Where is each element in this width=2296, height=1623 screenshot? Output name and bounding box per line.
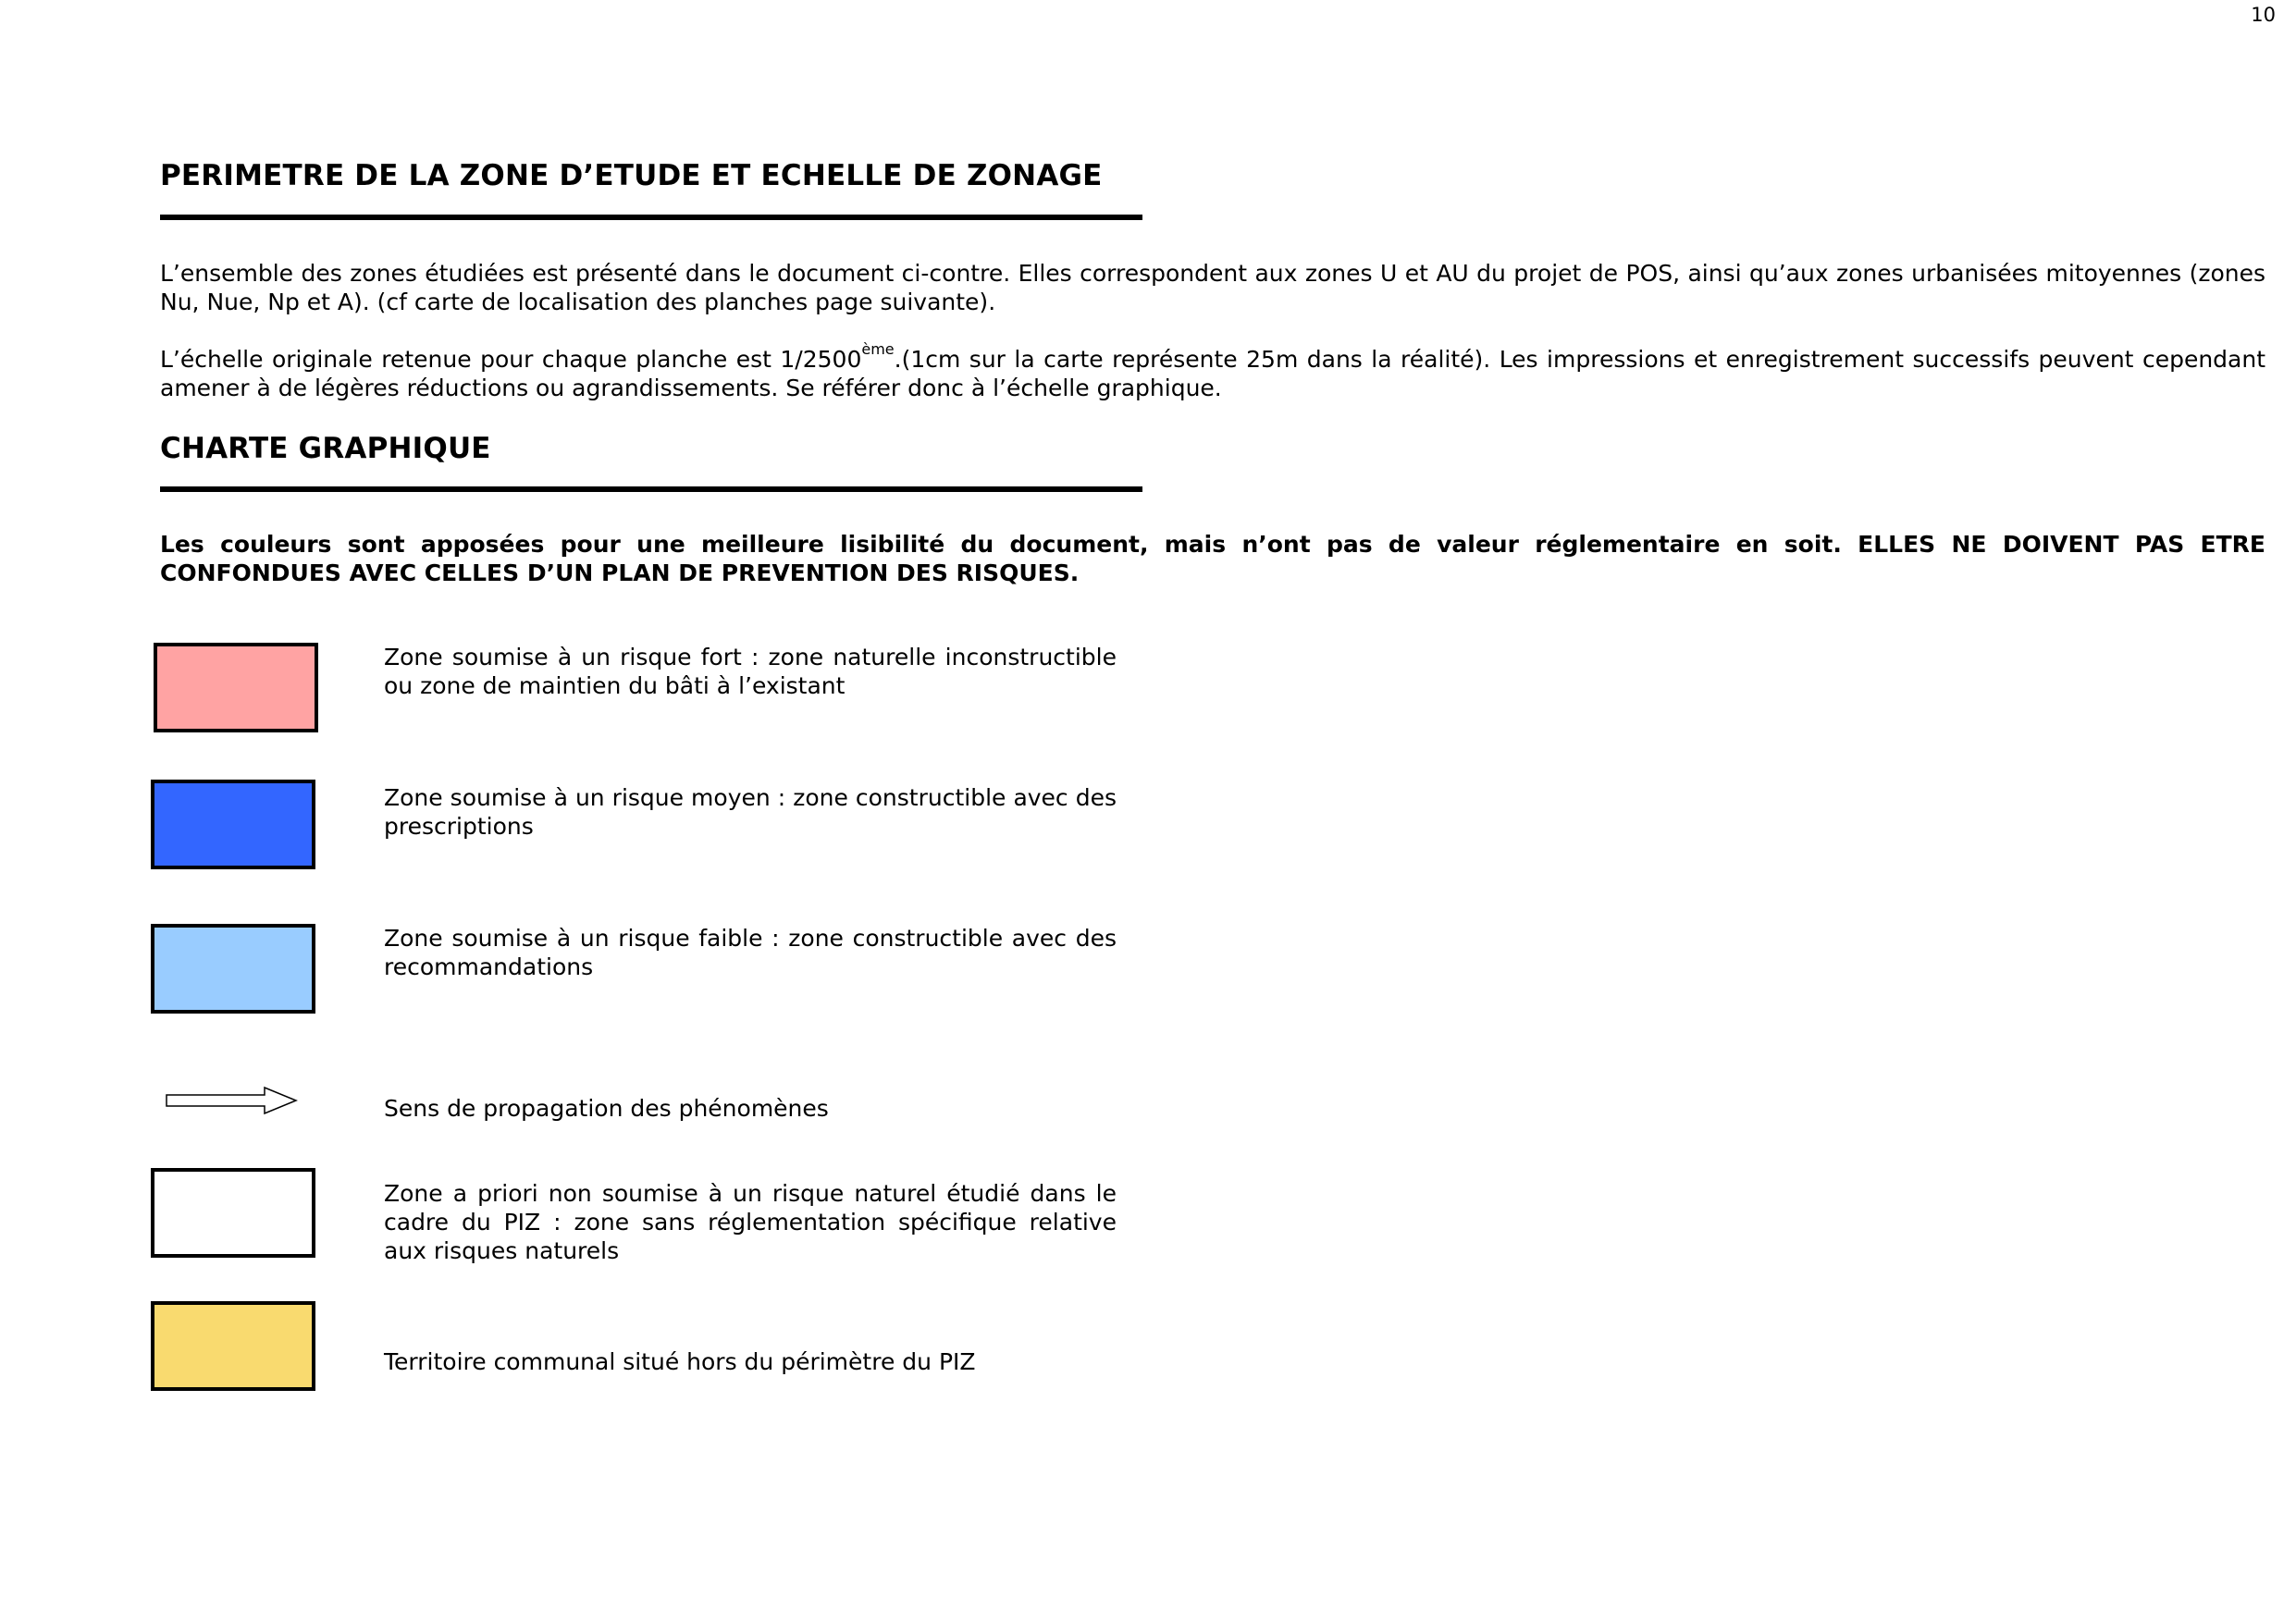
paragraph-zones: L’ensemble des zones étudiées est présenté dans le document ci-contre. Elles correspondent aux zones U et AU du projet de POS, ainsi qu’aux zones urbanisées mitoyennes (zones Nu, Nue, Np et A). (cf carte de localisation des planches page suivante). xyxy=(160,260,2265,315)
paragraph-echelle-part1: L’échelle originale retenue pour chaque planche est 1/2500 xyxy=(160,346,862,373)
superscript-eme: ème xyxy=(861,340,895,358)
legend-swatch-risque-fort xyxy=(154,643,318,732)
legend-label-risque-fort: Zone soumise à un risque fort : zone naturelle inconstructible ou zone de maintien du bâti à l’existant xyxy=(384,644,1117,699)
page-number: 10 xyxy=(2251,4,2276,26)
legend-swatch-hors-perimetre xyxy=(151,1301,315,1391)
legend-label-hors-perimetre: Territoire communal situé hors du périmètre du PIZ xyxy=(384,1348,976,1375)
legend-swatch-non-soumise xyxy=(151,1168,315,1258)
section-title-perimetre: PERIMETRE DE LA ZONE D’ETUDE ET ECHELLE DE ZONAGE xyxy=(160,159,1103,192)
right-arrow-icon xyxy=(165,1086,298,1115)
legend-label-risque-moyen: Zone soumise à un risque moyen : zone constructible avec des prescriptions xyxy=(384,784,1117,840)
paragraph-echelle xyxy=(160,340,2266,402)
legend-swatch-risque-faible xyxy=(151,924,315,1014)
legend-label-non-soumise: Zone a priori non soumise à un risque naturel étudié dans le cadre du PIZ : zone sans réglementation spécifique relative aux risques naturels xyxy=(384,1180,1117,1264)
legend-label-risque-faible: Zone soumise à un risque faible : zone constructible avec des recommandations xyxy=(384,925,1117,980)
paragraph-echelle-part2: .(1cm sur la carte représente 25m dans la réalité). Les impressions et enregistrement successifs peuvent cependant amener à de légères réductions ou agrandissements. Se référer donc à l’échelle graphique. xyxy=(160,346,2266,401)
section-title-charte: CHARTE GRAPHIQUE xyxy=(160,432,491,465)
warning-paragraph: Les couleurs sont apposées pour une meilleure lisibilité du document, mais n’ont pas de valeur réglementaire en soit. ELLES NE DOIVENT PAS ETRE CONFONDUES AVEC CELLES D’UN PLAN DE PREVENTION DES RISQUES. xyxy=(160,531,2265,586)
title-underline xyxy=(160,215,1142,220)
legend-label-propagation: Sens de propagation des phénomènes xyxy=(384,1095,829,1122)
legend-swatch-risque-moyen xyxy=(151,780,315,869)
title-underline xyxy=(160,486,1142,492)
